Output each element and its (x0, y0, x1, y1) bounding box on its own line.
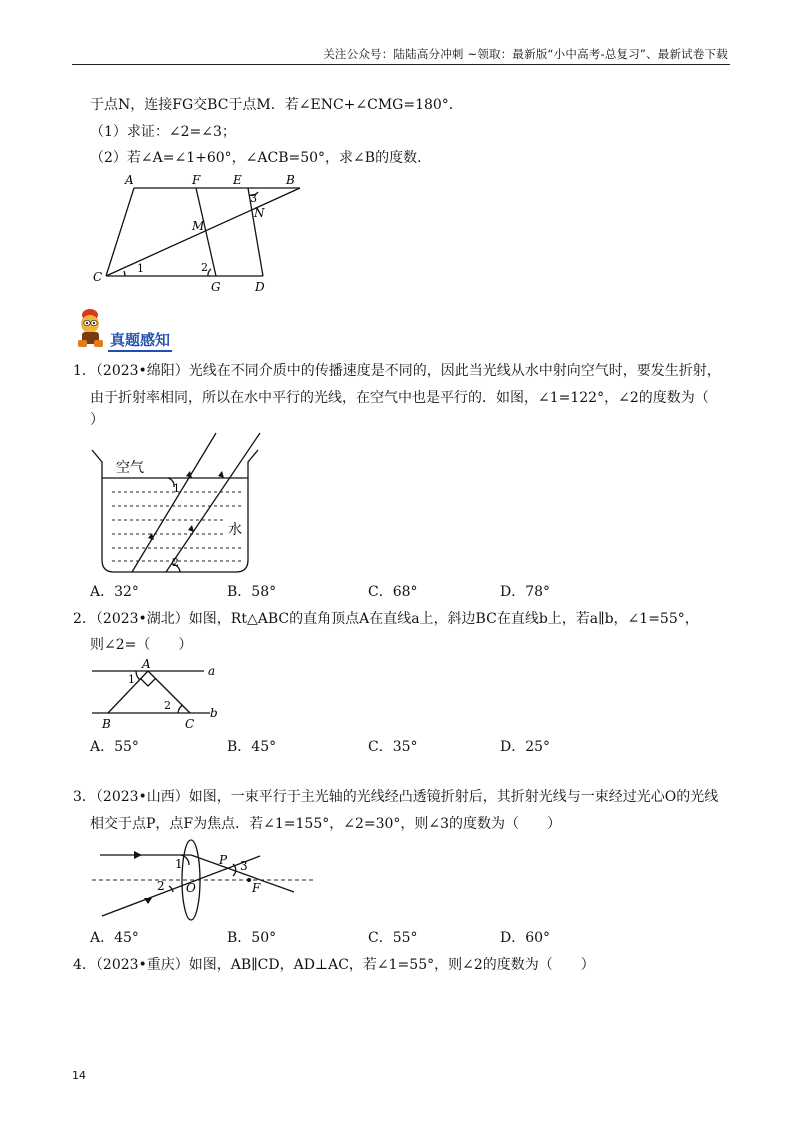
q1-line-2: 由于折射率相同，所以在水中平行的光线，在空气中也是平行的．如图，∠1=122°，∠2的度数为（ (90, 390, 709, 406)
fig-label-B: B (286, 173, 295, 187)
q3-option-d[interactable]: D．60° (500, 930, 551, 946)
fig-label-G: G (211, 280, 221, 294)
fig-label-E: E (233, 173, 242, 187)
fig-label-A: A (125, 173, 134, 187)
q2-label-B: B (102, 717, 111, 731)
q3-label-P: P (219, 853, 228, 867)
fig-label-D: D (255, 280, 265, 294)
fig-label-1: 1 (137, 262, 144, 275)
mascot-icon (74, 306, 108, 350)
q1-line-1: 1．（2023•绵阳）光线在不同介质中的传播速度是不同的，因此当光线从水中射向空气时，要发生折射， (73, 363, 721, 379)
q3-option-c[interactable]: C．55° (368, 930, 418, 946)
intro-figure (88, 168, 318, 296)
fig-label-F: F (192, 173, 201, 187)
header-rule (72, 64, 730, 65)
q3-line-1: 3．（2023•山西）如图，一束平行于主光轴的光线经凸透镜折射后，其折射光线与一束经过光心O的光线 (73, 789, 719, 805)
q3-label-O: O (186, 881, 196, 895)
q1-figure (90, 430, 265, 578)
fig-label-N: N (254, 206, 265, 220)
intro-line-3: （2）若∠A=∠1+60°，∠ACB=50°，求∠B的度数． (90, 150, 432, 166)
q2-line-2: 则∠2=（ ） (90, 637, 193, 653)
q1-option-d[interactable]: D．78° (500, 584, 551, 600)
page-header: 关注公众号：陆陆高分冲刺 ~领取：最新版“小中高考-总复习”、最新试卷下载 (323, 47, 728, 61)
q1-option-b[interactable]: B．58° (227, 584, 277, 600)
q2-option-c[interactable]: C．35° (368, 739, 418, 755)
q2-option-b[interactable]: B．45° (227, 739, 277, 755)
q2-label-1: 1 (128, 673, 135, 686)
fig-label-2: 2 (201, 261, 208, 274)
page-number: 14 (72, 1069, 86, 1082)
q1-label-air: 空气 (116, 460, 144, 476)
q2-line-1: 2．（2023•湖北）如图，Rt△ABC的直角顶点A在直线a上，斜边BC在直线b上，若a∥b，∠1=55°， (73, 611, 699, 627)
q2-label-b: b (210, 706, 218, 720)
q1-label-1: 1 (173, 482, 180, 495)
q3-label-F: F (252, 881, 261, 895)
q3-label-3: 3 (240, 859, 248, 873)
section-title: 真题感知 (108, 331, 172, 352)
q2-label-A: A (142, 657, 151, 671)
q1-option-c[interactable]: C．68° (368, 584, 418, 600)
intro-line-2: （1）求证：∠2=∠3； (90, 124, 236, 140)
intro-line-1: 于点N，连接FG交BC于点M．若∠ENC+∠CMG=180°． (90, 97, 463, 113)
fig-label-3: 3 (250, 192, 257, 205)
q1-options (90, 582, 590, 602)
fig-label-M: M (192, 219, 205, 233)
fig-label-C: C (93, 270, 103, 284)
q3-options (90, 928, 590, 948)
q2-label-2: 2 (164, 699, 171, 712)
q1-label-2: 2 (172, 556, 179, 569)
q2-figure (88, 654, 228, 734)
q3-figure (88, 834, 323, 924)
q2-option-d[interactable]: D．25° (500, 739, 551, 755)
q3-option-b[interactable]: B．50° (227, 930, 277, 946)
q2-label-C: C (185, 717, 195, 731)
q3-line-2: 相交于点P，点F为焦点．若∠1=155°，∠2=30°，则∠3的度数为（ ） (90, 816, 562, 832)
q2-option-a[interactable]: A．55° (90, 739, 139, 755)
q1-option-a[interactable]: A．32° (90, 584, 139, 600)
q2-options (90, 737, 590, 757)
q2-label-a: a (208, 664, 216, 678)
q3-label-2: 2 (157, 879, 165, 893)
q1-line-3: ） (90, 412, 104, 428)
q1-label-water: 水 (228, 522, 242, 538)
q4-line-1: 4．（2023•重庆）如图，AB∥CD，AD⊥AC，若∠1=55°，则∠2的度数为（ ） (73, 957, 595, 973)
q3-label-1: 1 (175, 857, 183, 871)
q3-option-a[interactable]: A．45° (90, 930, 139, 946)
